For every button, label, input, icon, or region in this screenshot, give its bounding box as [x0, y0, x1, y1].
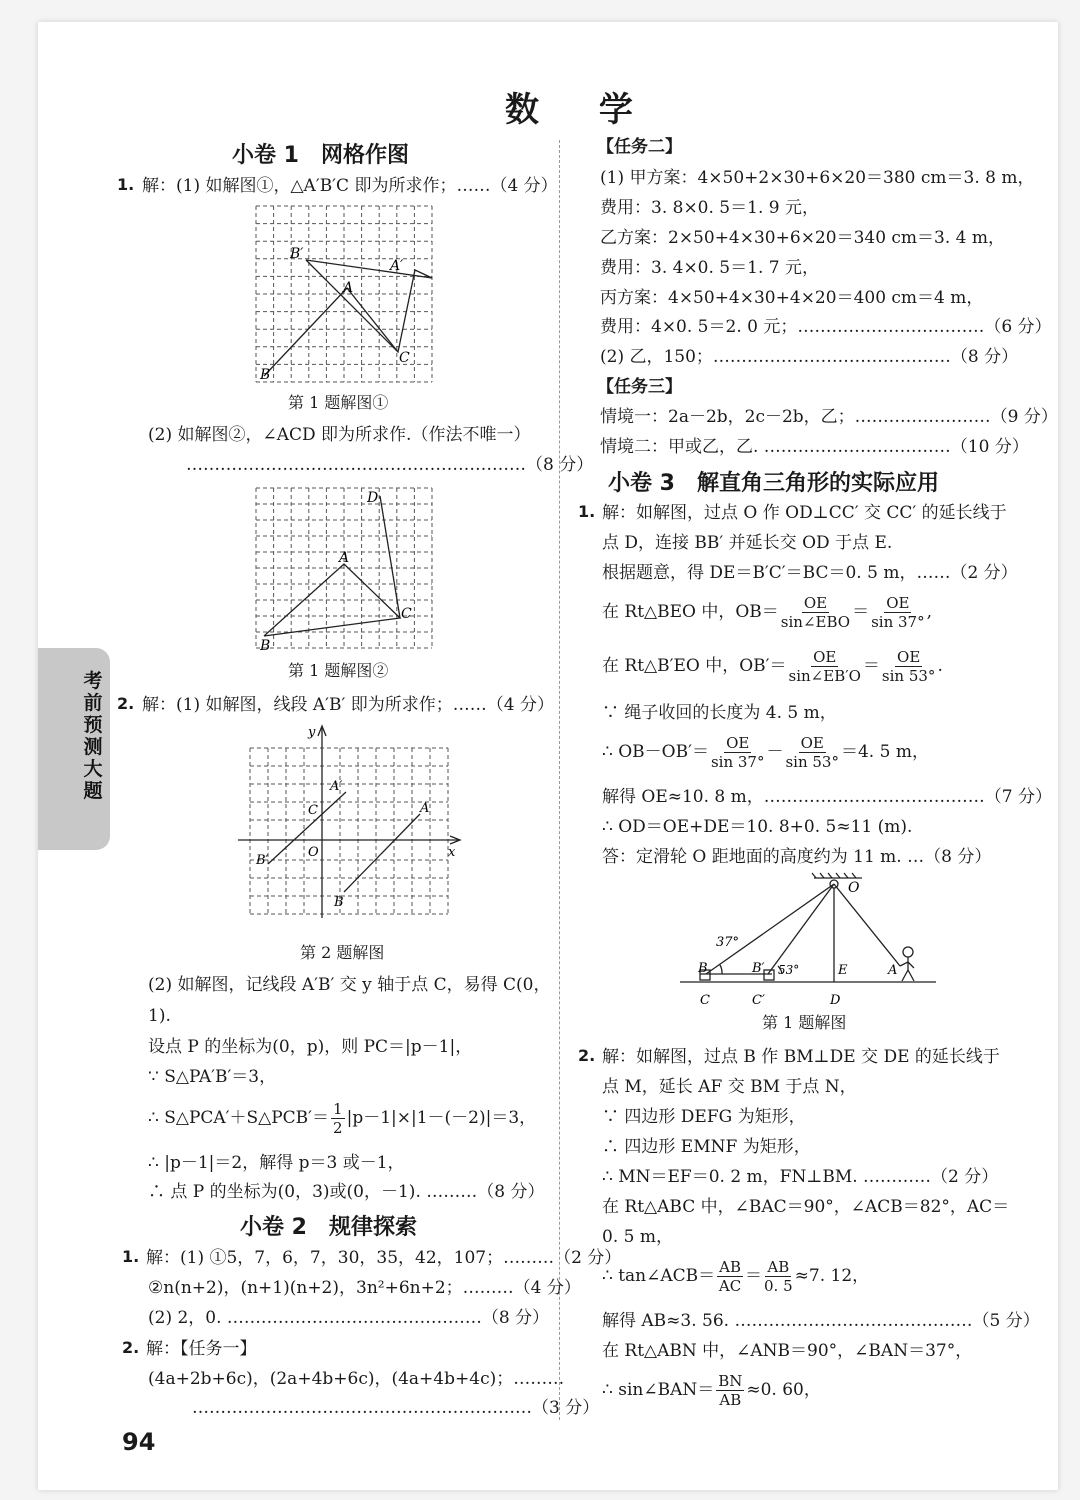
- answer-line: ∴ OB－OB′＝ $\frac{OE}{\sin 37^\circ}$ － $\frac{OE}{\sin 53^\circ}$ ＝4. 5 m，: [602, 734, 929, 771]
- answer-line: ∴ 四边形 EMNF 为矩形，: [602, 1137, 811, 1157]
- answer-line: 点 M，延长 AF 交 BM 于点 N，: [602, 1077, 857, 1097]
- answer-line: 费用：4×0. 5＝2. 0 元；……………………………（6 分）: [600, 317, 1052, 337]
- grid-figure-1: [250, 200, 436, 388]
- fraction-den: 0. 5: [764, 1277, 793, 1295]
- answer-line: 解：如解图，过点 O 作 OD⊥CC′ 交 CC′ 的延长线于: [602, 503, 1007, 523]
- fraction-den: AB: [719, 1391, 742, 1409]
- label-y: y: [308, 725, 316, 740]
- label-B: B: [334, 895, 344, 910]
- answer-line: ∴ OD＝OE+DE＝10. 8+0. 5≈11 (m).: [602, 817, 913, 837]
- page-number: 94: [122, 1428, 156, 1456]
- answer-line: (2) 如解图②，∠ACD 即为所求作.（作法不唯一）: [148, 425, 531, 445]
- answer-text: ≈0. 60，: [746, 1380, 821, 1400]
- question-number: 2.: [122, 1338, 140, 1357]
- fraction-den: sin 37°: [871, 613, 925, 631]
- label-D: D: [367, 490, 379, 506]
- fraction-den: sin∠EBO: [780, 613, 851, 631]
- label-D: D: [830, 993, 841, 1008]
- fraction-num: 1: [333, 1100, 343, 1118]
- label-C-prime: C′: [752, 993, 765, 1008]
- answer-line: 情境一：2a－2b，2c－2b，乙；……………………（9 分）: [600, 407, 1058, 427]
- label-B-prime: B′: [752, 961, 765, 976]
- fraction: [331, 1100, 345, 1137]
- label-O: O: [308, 845, 319, 860]
- answer-line: [602, 1372, 821, 1409]
- fraction: [785, 734, 839, 771]
- answer-line: 根据题意，得 DE＝B′C′＝BC＝0. 5 m，……（2 分）: [602, 563, 1018, 583]
- label-B-prime: B′: [290, 246, 304, 262]
- answer-line: 设点 P 的坐标为(0，p)，则 PC＝|p－1|，: [148, 1037, 473, 1057]
- answer-line: [148, 1100, 536, 1137]
- question-number: 2.: [578, 1046, 596, 1065]
- answer-text: ∴ OB－OB′＝: [602, 742, 709, 762]
- subject-title: 数 学: [505, 90, 657, 130]
- answer-line: 在 Rt△B′EO 中，OB′＝ $\frac{OE}{\sin\angle EB'O}$ ＝ $\frac{OE}{\sin 53^\circ}$ .: [602, 648, 943, 685]
- fraction-num: OE: [726, 734, 750, 752]
- question-number: 1.: [122, 1247, 140, 1266]
- fraction: [716, 1372, 744, 1409]
- answer-line: 费用：3. 4×0. 5＝1. 7 元，: [600, 258, 819, 278]
- figure-caption: 第 1 题解图②: [288, 661, 389, 680]
- fraction-num: OE: [803, 594, 828, 612]
- answer-line: 0. 5 m，: [602, 1227, 673, 1247]
- label-O: O: [848, 880, 860, 896]
- answer-text: ∴ sin∠BAN＝: [602, 1380, 715, 1400]
- fraction: [711, 734, 765, 771]
- label-C: C: [308, 803, 318, 818]
- fraction: [764, 1258, 793, 1295]
- label-C: C: [399, 350, 410, 366]
- label-37-degree: 37°: [716, 935, 740, 950]
- answer-line: 丙方案：4×50+4×30+4×20＝400 cm＝4 m，: [600, 288, 984, 308]
- figure-caption: 第 2 题解图: [300, 943, 385, 962]
- answer-line: 解得 AB≈3. 56. ……………………………………（5 分）: [602, 1311, 1040, 1331]
- answer-text: ≈7. 12，: [794, 1266, 870, 1286]
- answer-line: 点 D，连接 BB′ 并延长交 OD 于点 E.: [602, 533, 893, 553]
- task-heading: 【任务三】: [597, 377, 682, 397]
- fraction-den: sin 53°: [881, 667, 936, 685]
- label-x: x: [448, 845, 456, 860]
- fraction-num: OE: [897, 648, 921, 666]
- label-A-prime: A′: [330, 779, 343, 794]
- answer-text: ∴ S△PCA′＋S△PCB′＝: [148, 1108, 330, 1128]
- answer-line: (2) 乙，150；……………………………………（8 分）: [600, 347, 1019, 367]
- answer-line: 解：(1) ①5，7，6，7，30，35，42，107；………（2 分）: [146, 1248, 622, 1268]
- fraction-num: OE: [886, 594, 910, 612]
- answer-line: (2) 2，0. ………………………………………（8 分）: [148, 1308, 550, 1328]
- figure-caption: 第 1 题解图: [762, 1013, 847, 1032]
- answer-line: 解：如解图，过点 B 作 BM⊥DE 交 DE 的延长线于: [602, 1047, 1000, 1067]
- fraction-den: AC: [718, 1277, 742, 1295]
- question-number: 1.: [117, 175, 135, 194]
- answer-text: ∴ tan∠ACB＝: [602, 1266, 716, 1286]
- answer-line: ∴ MN＝EF＝0. 2 m，FN⊥BM. …………（2 分）: [602, 1167, 999, 1187]
- answer-text: |p－1|×|1－(－2)|＝3，: [346, 1108, 537, 1128]
- coordinate-figure: [236, 722, 462, 918]
- fraction-den: sin 53°: [785, 753, 839, 771]
- label-B: B: [260, 367, 271, 383]
- answer-line: ②n(n+2)，(n+1)(n+2)，3n²+6n+2；………（4 分）: [148, 1278, 581, 1298]
- answer-line: ∵ 四边形 DEFG 为矩形，: [602, 1107, 806, 1127]
- label-B: B: [698, 961, 708, 976]
- fraction-num: OE: [813, 648, 837, 666]
- answer-line: ∵ 绳子收回的长度为 4. 5 m，: [602, 703, 837, 723]
- label-B: B: [260, 638, 271, 654]
- answer-line: ……………………………………………………（3 分）: [192, 1398, 600, 1418]
- label-B-prime: B′: [256, 853, 269, 868]
- answer-line: 在 Rt△BEO 中，OB＝ $\frac{OE}{\text{sin∠EBO}}$ ＝ $\frac{OE}{\sin 37^\circ}$ ,: [602, 594, 932, 631]
- label-A-prime: A′: [390, 258, 404, 274]
- fraction-den: 2: [333, 1119, 343, 1137]
- answer-line: ∴ tan∠ACB＝ $\frac{AB}{AC}$ ＝ $\frac{AB}{0. 5}$ ≈7. 12，: [602, 1258, 870, 1295]
- label-A: A: [420, 801, 430, 816]
- section-title: 小卷 3 解直角三角形的实际应用: [608, 471, 939, 496]
- answer-line: 在 Rt△ABN 中，∠ANB＝90°，∠BAN＝37°，: [602, 1341, 973, 1361]
- answer-line: 1).: [148, 1006, 171, 1026]
- fraction-num: AB: [767, 1258, 790, 1276]
- fraction: [789, 648, 861, 685]
- label-53-degree: 53°: [778, 963, 800, 977]
- answer-line: 情境二：甲或乙，乙. ……………………………（10 分）: [600, 437, 1029, 457]
- section-title: 小卷 1 网格作图: [232, 143, 409, 168]
- question-number: 1.: [578, 502, 596, 521]
- answer-line: 解：【任务一】: [146, 1339, 257, 1359]
- section-title: 小卷 2 规律探索: [240, 1215, 417, 1240]
- fraction: [781, 594, 850, 631]
- label-C: C: [401, 606, 412, 622]
- label-C: C: [700, 993, 710, 1008]
- fraction-den: sin∠EB′O: [788, 667, 861, 685]
- answer-line: 解：(1) 如解图，线段 A′B′ 即为所求作；……（4 分）: [142, 695, 555, 715]
- figure-caption: 第 1 题解图①: [288, 393, 389, 412]
- grid-figure-2: [250, 482, 436, 654]
- answer-line: ……………………………………………………（8 分）: [186, 455, 594, 475]
- answer-line: (2) 如解图，记线段 A′B′ 交 y 轴于点 C，易得 C(0，: [148, 975, 551, 995]
- answer-line: ∴ 点 P 的坐标为(0，3)或(0，－1). ………（8 分）: [148, 1182, 545, 1202]
- label-E: E: [838, 963, 848, 978]
- answer-line: (4a+2b+6c)，(2a+4b+6c)，(4a+4b+4c)；………: [148, 1369, 565, 1389]
- fraction: [882, 648, 936, 685]
- label-A: A: [343, 280, 354, 296]
- label-A: A: [339, 550, 350, 566]
- answer-line: 费用：3. 8×0. 5＝1. 9 元，: [600, 198, 819, 218]
- answer-text: 在 Rt△BEO 中，OB＝: [602, 602, 779, 622]
- answer-line: ∴ |p－1|＝2，解得 p＝3 或－1，: [148, 1153, 405, 1173]
- answer-line: 答：定滑轮 O 距地面的高度约为 11 m. …（8 分）: [602, 847, 992, 867]
- fraction: [717, 1258, 743, 1295]
- answer-text: 在 Rt△B′EO 中，OB′＝: [602, 656, 787, 676]
- answer-line: (1) 甲方案：4×50+2×30+6×20＝380 cm＝3. 8 m，: [600, 168, 1035, 188]
- answer-line: 乙方案：2×50+4×30+6×20＝340 cm＝3. 4 m，: [600, 228, 1006, 248]
- answer-line: ∵ S△PA′B′＝3，: [148, 1067, 277, 1087]
- answer-line: 解得 OE≈10. 8 m，…………………………………（7 分）: [602, 787, 1052, 807]
- fraction-den: sin 37°: [710, 753, 765, 771]
- label-A: A: [888, 963, 898, 978]
- answer-line: 在 Rt△ABC 中，∠BAC＝90°，∠ACB＝82°，AC＝: [602, 1197, 1010, 1217]
- task-heading: 【任务二】: [597, 137, 682, 157]
- fraction: [871, 594, 925, 631]
- question-number: 2.: [117, 694, 135, 713]
- answer-line: 解：(1) 如解图①，△A′B′C 即为所求作；……（4 分）: [142, 176, 558, 196]
- pulley-figure: [676, 870, 946, 1010]
- column-divider: [559, 140, 560, 1420]
- fraction-num: BN: [718, 1372, 743, 1390]
- answer-text: ＝4. 5 m，: [840, 742, 929, 762]
- side-tab-label: 考前预测大题: [83, 670, 103, 802]
- fraction-num: OE: [800, 734, 824, 752]
- fraction-num: AB: [719, 1258, 742, 1276]
